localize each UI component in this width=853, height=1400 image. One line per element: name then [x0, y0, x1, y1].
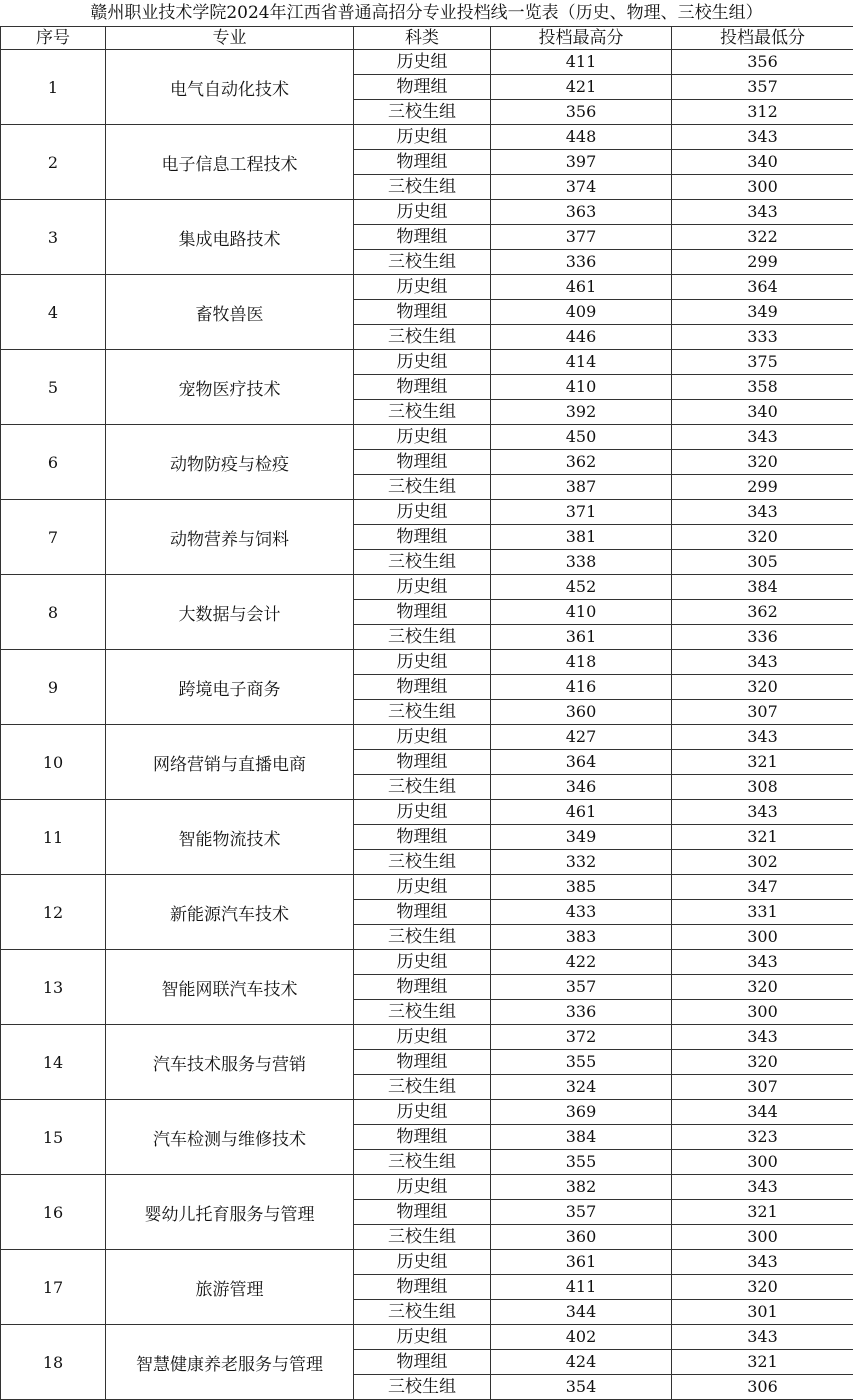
max-score-cell: 383 — [491, 925, 672, 950]
category-cell: 物理组 — [354, 1200, 491, 1225]
min-score-cell: 344 — [672, 1100, 853, 1125]
category-cell: 物理组 — [354, 525, 491, 550]
max-score-cell: 355 — [491, 1150, 672, 1175]
table-row — [1, 1325, 853, 1350]
table-row — [1, 50, 853, 75]
major-name: 电气自动化技术 — [106, 50, 354, 125]
max-score-cell: 344 — [491, 1300, 672, 1325]
category-cell: 物理组 — [354, 675, 491, 700]
category-cell: 历史组 — [354, 1025, 491, 1050]
max-score-cell: 424 — [491, 1350, 672, 1375]
row-number: 3 — [1, 200, 106, 275]
header-max-score: 投档最高分 — [491, 27, 672, 50]
row-number: 7 — [1, 500, 106, 575]
category-cell: 三校生组 — [354, 625, 491, 650]
category-cell: 历史组 — [354, 875, 491, 900]
row-number: 14 — [1, 1025, 106, 1100]
page-title: 赣州职业技术学院2024年江西省普通高招分专业投档线一览表（历史、物理、三校生组） — [0, 0, 853, 27]
category-cell: 物理组 — [354, 150, 491, 175]
header-major: 专业 — [106, 27, 354, 50]
min-score-cell: 321 — [672, 1200, 853, 1225]
table-row — [1, 200, 853, 225]
min-score-cell: 307 — [672, 1075, 853, 1100]
max-score-cell: 361 — [491, 1250, 672, 1275]
major-name: 集成电路技术 — [106, 200, 354, 275]
table-body — [1, 50, 853, 1400]
max-score-cell: 336 — [491, 1000, 672, 1025]
min-score-cell: 320 — [672, 975, 853, 1000]
max-score-cell: 324 — [491, 1075, 672, 1100]
min-score-cell: 343 — [672, 200, 853, 225]
min-score-cell: 300 — [672, 1000, 853, 1025]
table-row — [1, 350, 853, 375]
category-cell: 历史组 — [354, 200, 491, 225]
category-cell: 物理组 — [354, 375, 491, 400]
max-score-cell: 357 — [491, 975, 672, 1000]
category-cell: 物理组 — [354, 1275, 491, 1300]
max-score-cell: 387 — [491, 475, 672, 500]
min-score-cell: 301 — [672, 1300, 853, 1325]
min-score-cell: 312 — [672, 100, 853, 125]
max-score-cell: 450 — [491, 425, 672, 450]
max-score-cell: 448 — [491, 125, 672, 150]
min-score-cell: 300 — [672, 175, 853, 200]
row-number: 4 — [1, 275, 106, 350]
table-row — [1, 800, 853, 825]
max-score-cell: 384 — [491, 1125, 672, 1150]
category-cell: 三校生组 — [354, 1000, 491, 1025]
major-name: 智慧健康养老服务与管理 — [106, 1325, 354, 1400]
row-number: 16 — [1, 1175, 106, 1250]
row-number: 13 — [1, 950, 106, 1025]
max-score-cell: 371 — [491, 500, 672, 525]
table-row — [1, 950, 853, 975]
min-score-cell: 375 — [672, 350, 853, 375]
category-cell: 三校生组 — [354, 1375, 491, 1400]
category-cell: 物理组 — [354, 975, 491, 1000]
table-row — [1, 725, 853, 750]
row-number: 11 — [1, 800, 106, 875]
category-cell: 三校生组 — [354, 775, 491, 800]
table-row — [1, 1250, 853, 1275]
major-name: 跨境电子商务 — [106, 650, 354, 725]
min-score-cell: 343 — [672, 125, 853, 150]
max-score-cell: 427 — [491, 725, 672, 750]
major-name: 电子信息工程技术 — [106, 125, 354, 200]
row-number: 10 — [1, 725, 106, 800]
row-number: 6 — [1, 425, 106, 500]
min-score-cell: 321 — [672, 1350, 853, 1375]
min-score-cell: 333 — [672, 325, 853, 350]
table-row — [1, 1175, 853, 1200]
max-score-cell: 363 — [491, 200, 672, 225]
min-score-cell: 358 — [672, 375, 853, 400]
min-score-cell: 343 — [672, 1325, 853, 1350]
major-name: 智能网联汽车技术 — [106, 950, 354, 1025]
category-cell: 物理组 — [354, 1125, 491, 1150]
max-score-cell: 452 — [491, 575, 672, 600]
major-name: 汽车技术服务与营销 — [106, 1025, 354, 1100]
min-score-cell: 384 — [672, 575, 853, 600]
min-score-cell: 300 — [672, 1150, 853, 1175]
major-name: 婴幼儿托育服务与管理 — [106, 1175, 354, 1250]
max-score-cell: 382 — [491, 1175, 672, 1200]
row-number: 18 — [1, 1325, 106, 1400]
category-cell: 三校生组 — [354, 175, 491, 200]
min-score-cell: 343 — [672, 500, 853, 525]
row-number: 17 — [1, 1250, 106, 1325]
min-score-cell: 320 — [672, 1050, 853, 1075]
min-score-cell: 320 — [672, 450, 853, 475]
category-cell: 历史组 — [354, 725, 491, 750]
major-name: 动物营养与饲料 — [106, 500, 354, 575]
category-cell: 三校生组 — [354, 400, 491, 425]
category-cell: 历史组 — [354, 500, 491, 525]
row-number: 8 — [1, 575, 106, 650]
max-score-cell: 354 — [491, 1375, 672, 1400]
min-score-cell: 306 — [672, 1375, 853, 1400]
max-score-cell: 369 — [491, 1100, 672, 1125]
category-cell: 三校生组 — [354, 550, 491, 575]
major-name: 网络营销与直播电商 — [106, 725, 354, 800]
category-cell: 历史组 — [354, 1325, 491, 1350]
min-score-cell: 362 — [672, 600, 853, 625]
max-score-cell: 416 — [491, 675, 672, 700]
table-row — [1, 650, 853, 675]
category-cell: 三校生组 — [354, 925, 491, 950]
min-score-cell: 320 — [672, 525, 853, 550]
min-score-cell: 300 — [672, 925, 853, 950]
max-score-cell: 397 — [491, 150, 672, 175]
category-cell: 历史组 — [354, 425, 491, 450]
max-score-cell: 332 — [491, 850, 672, 875]
min-score-cell: 321 — [672, 750, 853, 775]
max-score-cell: 461 — [491, 800, 672, 825]
max-score-cell: 362 — [491, 450, 672, 475]
max-score-cell: 356 — [491, 100, 672, 125]
table-row — [1, 425, 853, 450]
category-cell: 物理组 — [354, 900, 491, 925]
min-score-cell: 347 — [672, 875, 853, 900]
max-score-cell: 349 — [491, 825, 672, 850]
category-cell: 三校生组 — [354, 850, 491, 875]
table-row — [1, 1100, 853, 1125]
category-cell: 物理组 — [354, 825, 491, 850]
max-score-cell: 411 — [491, 1275, 672, 1300]
category-cell: 三校生组 — [354, 100, 491, 125]
category-cell: 历史组 — [354, 1175, 491, 1200]
max-score-cell: 461 — [491, 275, 672, 300]
category-cell: 物理组 — [354, 75, 491, 100]
category-cell: 历史组 — [354, 950, 491, 975]
major-name: 智能物流技术 — [106, 800, 354, 875]
max-score-cell: 421 — [491, 75, 672, 100]
max-score-cell: 346 — [491, 775, 672, 800]
min-score-cell: 343 — [672, 650, 853, 675]
row-number: 15 — [1, 1100, 106, 1175]
min-score-cell: 343 — [672, 425, 853, 450]
max-score-cell: 433 — [491, 900, 672, 925]
min-score-cell: 340 — [672, 150, 853, 175]
category-cell: 历史组 — [354, 125, 491, 150]
category-cell: 三校生组 — [354, 700, 491, 725]
category-cell: 物理组 — [354, 1350, 491, 1375]
min-score-cell: 356 — [672, 50, 853, 75]
min-score-cell: 331 — [672, 900, 853, 925]
major-name: 动物防疫与检疫 — [106, 425, 354, 500]
max-score-cell: 360 — [491, 1225, 672, 1250]
min-score-cell: 343 — [672, 800, 853, 825]
max-score-cell: 336 — [491, 250, 672, 275]
max-score-cell: 364 — [491, 750, 672, 775]
table-row — [1, 1025, 853, 1050]
max-score-cell: 357 — [491, 1200, 672, 1225]
category-cell: 物理组 — [354, 225, 491, 250]
row-number: 5 — [1, 350, 106, 425]
min-score-cell: 302 — [672, 850, 853, 875]
max-score-cell: 410 — [491, 600, 672, 625]
table-row — [1, 575, 853, 600]
category-cell: 历史组 — [354, 50, 491, 75]
min-score-cell: 320 — [672, 1275, 853, 1300]
row-number: 1 — [1, 50, 106, 125]
max-score-cell: 377 — [491, 225, 672, 250]
min-score-cell: 343 — [672, 1175, 853, 1200]
min-score-cell: 336 — [672, 625, 853, 650]
max-score-cell: 361 — [491, 625, 672, 650]
category-cell: 历史组 — [354, 650, 491, 675]
min-score-cell: 340 — [672, 400, 853, 425]
header-category: 科类 — [354, 27, 491, 50]
header-row — [1, 27, 853, 50]
min-score-cell: 343 — [672, 725, 853, 750]
min-score-cell: 300 — [672, 1225, 853, 1250]
max-score-cell: 355 — [491, 1050, 672, 1075]
max-score-cell: 338 — [491, 550, 672, 575]
min-score-cell: 364 — [672, 275, 853, 300]
major-name: 汽车检测与维修技术 — [106, 1100, 354, 1175]
min-score-cell: 357 — [672, 75, 853, 100]
min-score-cell: 308 — [672, 775, 853, 800]
max-score-cell: 392 — [491, 400, 672, 425]
table-row — [1, 875, 853, 900]
row-number: 9 — [1, 650, 106, 725]
max-score-cell: 372 — [491, 1025, 672, 1050]
max-score-cell: 360 — [491, 700, 672, 725]
category-cell: 三校生组 — [354, 250, 491, 275]
category-cell: 历史组 — [354, 1250, 491, 1275]
category-cell: 三校生组 — [354, 475, 491, 500]
major-name: 宠物医疗技术 — [106, 350, 354, 425]
max-score-cell: 410 — [491, 375, 672, 400]
max-score-cell: 422 — [491, 950, 672, 975]
row-number: 12 — [1, 875, 106, 950]
min-score-cell: 307 — [672, 700, 853, 725]
category-cell: 物理组 — [354, 300, 491, 325]
category-cell: 三校生组 — [354, 1300, 491, 1325]
category-cell: 三校生组 — [354, 1150, 491, 1175]
max-score-cell: 446 — [491, 325, 672, 350]
max-score-cell: 414 — [491, 350, 672, 375]
row-number: 2 — [1, 125, 106, 200]
category-cell: 物理组 — [354, 750, 491, 775]
category-cell: 物理组 — [354, 1050, 491, 1075]
category-cell: 三校生组 — [354, 1225, 491, 1250]
category-cell: 历史组 — [354, 575, 491, 600]
major-name: 旅游管理 — [106, 1250, 354, 1325]
min-score-cell: 299 — [672, 475, 853, 500]
max-score-cell: 411 — [491, 50, 672, 75]
header-no: 序号 — [1, 27, 106, 50]
min-score-cell: 343 — [672, 1025, 853, 1050]
min-score-cell: 343 — [672, 950, 853, 975]
major-name: 大数据与会计 — [106, 575, 354, 650]
min-score-cell: 320 — [672, 675, 853, 700]
max-score-cell: 374 — [491, 175, 672, 200]
min-score-cell: 305 — [672, 550, 853, 575]
category-cell: 历史组 — [354, 275, 491, 300]
max-score-cell: 418 — [491, 650, 672, 675]
min-score-cell: 323 — [672, 1125, 853, 1150]
category-cell: 三校生组 — [354, 1075, 491, 1100]
min-score-cell: 322 — [672, 225, 853, 250]
category-cell: 历史组 — [354, 1100, 491, 1125]
min-score-cell: 349 — [672, 300, 853, 325]
category-cell: 物理组 — [354, 450, 491, 475]
max-score-cell: 385 — [491, 875, 672, 900]
category-cell: 三校生组 — [354, 325, 491, 350]
table-row — [1, 125, 853, 150]
category-cell: 物理组 — [354, 600, 491, 625]
category-cell: 历史组 — [354, 800, 491, 825]
max-score-cell: 409 — [491, 300, 672, 325]
min-score-cell: 299 — [672, 250, 853, 275]
major-name: 新能源汽车技术 — [106, 875, 354, 950]
score-table — [0, 26, 853, 1400]
max-score-cell: 402 — [491, 1325, 672, 1350]
header-min-score: 投档最低分 — [672, 27, 853, 50]
table-row — [1, 275, 853, 300]
major-name: 畜牧兽医 — [106, 275, 354, 350]
max-score-cell: 381 — [491, 525, 672, 550]
min-score-cell: 321 — [672, 825, 853, 850]
table-row — [1, 500, 853, 525]
category-cell: 历史组 — [354, 350, 491, 375]
min-score-cell: 343 — [672, 1250, 853, 1275]
